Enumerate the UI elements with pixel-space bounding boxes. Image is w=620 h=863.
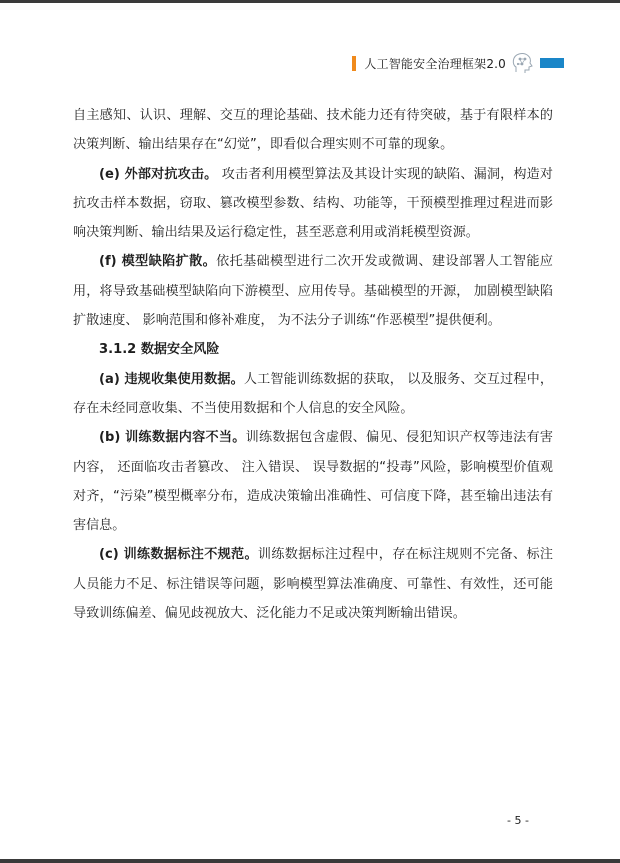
header-blue-bar [540,58,564,68]
paragraph-lead: (e) 外部对抗攻击。 [99,166,218,182]
section-heading: 3.1.2 数据安全风险 [99,342,220,358]
paragraph-continuation: 自主感知、认识、理解、交互的理论基础、技术能力还有待突破，基于有限样本的决策判断、输出结果存在“幻觉”，即看似合理实则不可靠的现象。 [73,108,553,153]
paragraph-lead: (c) 训练数据标注不规范。 [99,547,258,563]
ai-head-icon [509,50,535,76]
paragraph-lead: (a) 违规收集使用数据。 [99,371,244,387]
body-text [73,101,553,628]
paragraph-e: (e) 外部对抗攻击。 攻击者利用模型算法及其设计实现的缺陷、漏洞，构造对抗攻击样本数据，窃取、篡改模型参数、结构、功能等，干预模型推理过程进而影响决策判断、输出结果及运行稳定性，甚至恶意利用或消耗模型资源。 [73,166,553,241]
page-number: - 5 - [507,814,529,827]
header-accent-mark [352,56,356,71]
paragraph-b: (b) 训练数据内容不当。训练数据包含虚假、偏见、侵犯知识产权等违法有害内容， 还面临攻击者篡改、 注入错误、 误导数据的“投毒”风险，影响模型价值观对齐，“污染”模型概率分布，造成决策输出准确性、可信度下降，甚至输出违法有害信息。 [73,430,554,534]
paragraph-f: (f) 模型缺陷扩散。依托基础模型进行二次开发或微调、建设部署人工智能应用，将导致基础模型缺陷向下游模型、应用传导。基础模型的开源， 加剧模型缺陷扩散速度、 影响范围和修补难度， 为不法分子训练“作恶模型”提供便利。 [73,254,553,329]
paragraph-a: (a) 违规收集使用数据。人工智能训练数据的获取， 以及服务、交互过程中，存在未经同意收集、不当使用数据和个人信息的安全风险。 [73,371,553,416]
paragraph-lead: (b) 训练数据内容不当。 [99,430,246,446]
page-header [352,50,564,76]
top-border [0,0,620,3]
bottom-border [0,859,620,863]
header-title: 人工智能安全治理框架2.0 [364,56,506,71]
paragraph-lead: (f) 模型缺陷扩散。 [99,254,217,270]
paragraph-c: (c) 训练数据标注不规范。训练数据标注过程中，存在标注规则不完备、标注人员能力不足、标注错误等问题，影响模型算法准确度、可靠性、有效性，还可能导致训练偏差、偏见歧视放大、泛化能力不足或决策判断输出错误。 [73,547,553,622]
